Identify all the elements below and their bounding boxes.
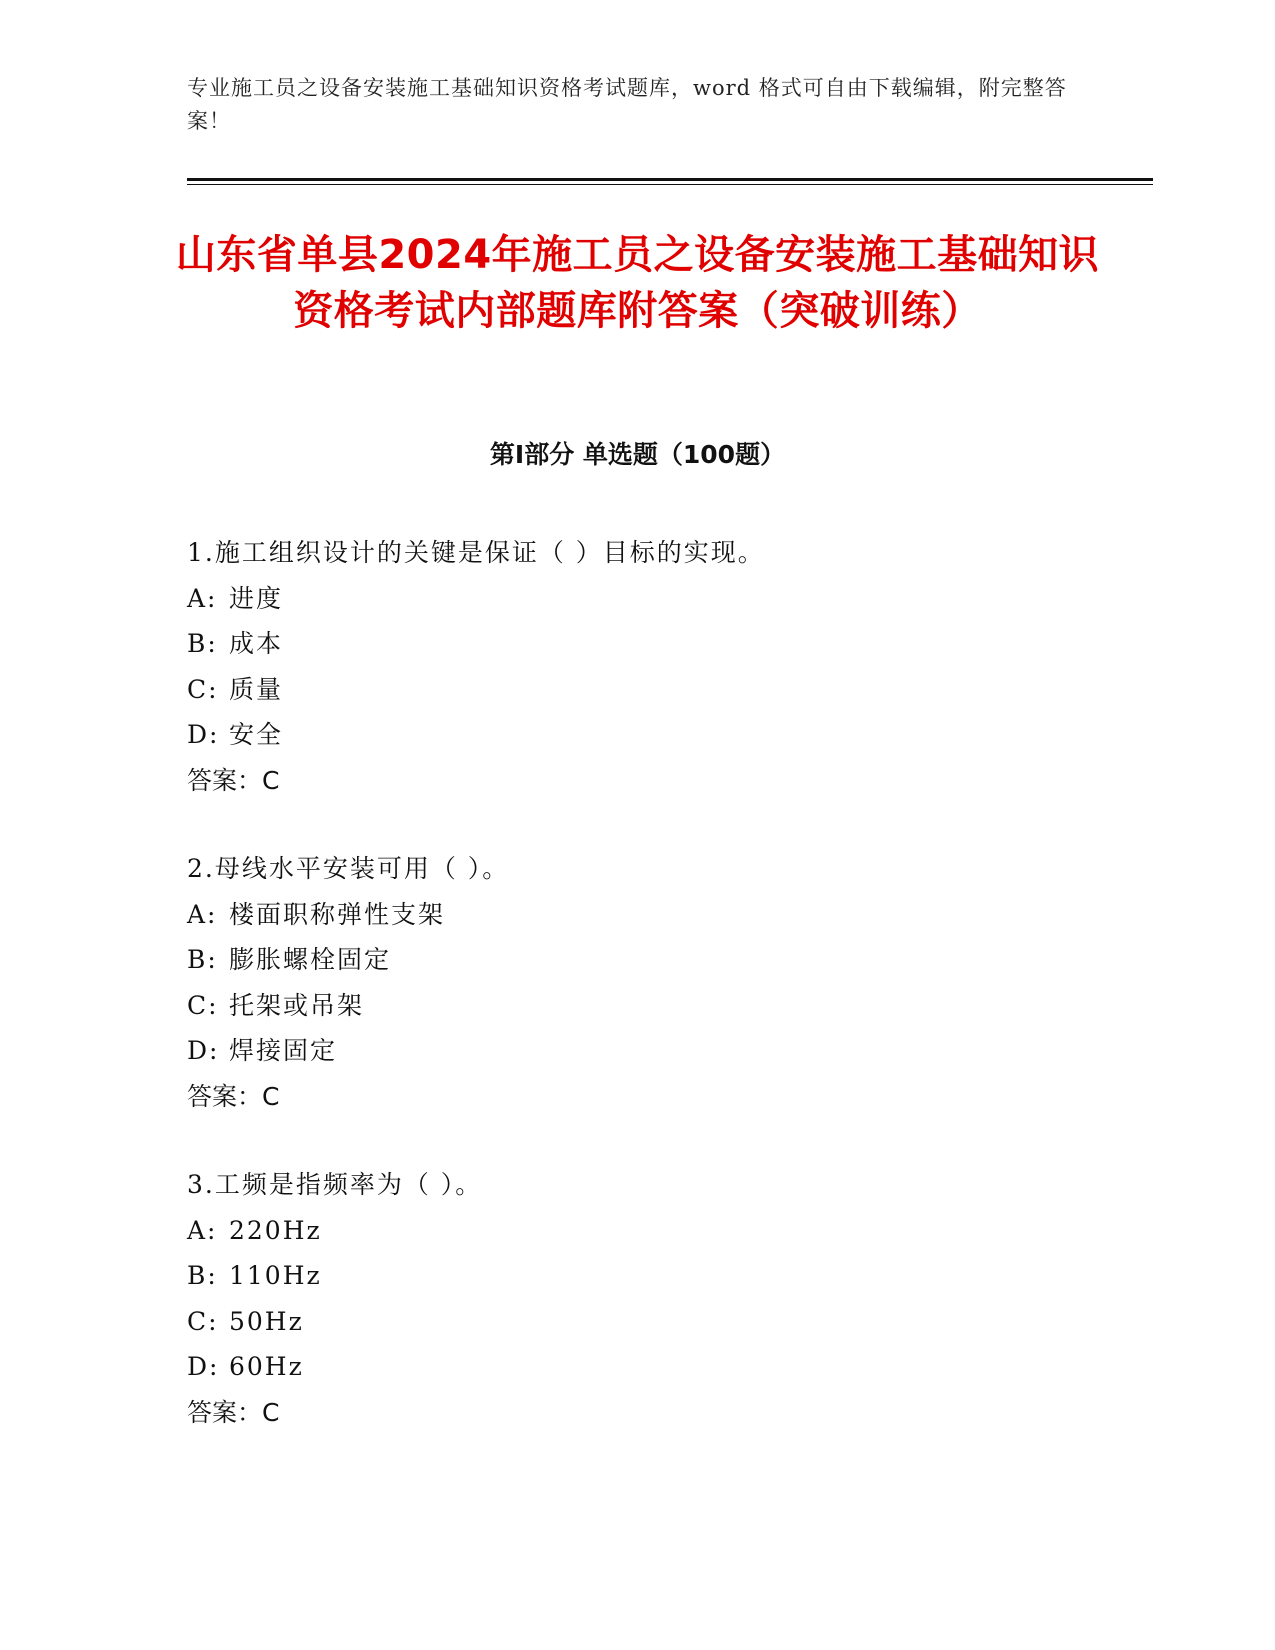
question-stem: 1.施工组织设计的关键是保证（ ）目标的实现。 [187,538,765,567]
option-b [187,621,1137,667]
option-key: A: [187,899,218,929]
option-text: 托架或吊架 [229,990,365,1020]
option-key: D: [187,1036,220,1065]
option-text: 220Hz [229,1215,322,1245]
header-rule-thick [187,178,1153,181]
header-rule-thin [187,184,1153,185]
option-text: 60Hz [229,1352,304,1381]
option-a [187,1208,1137,1254]
answer: 答案：C [187,1397,280,1427]
option-key: C: [187,1306,219,1336]
option-key: A: [187,1215,218,1245]
question-2 [187,846,1137,1119]
option-d [187,1028,1137,1074]
option-text: 安全 [229,720,284,749]
header-note: 专业施工员之设备安装施工基础知识资格考试题库，word 格式可自由下载编辑，附完整答案！ [187,76,1067,133]
answer: 答案：C [187,1081,280,1111]
option-text: 110Hz [229,1261,322,1290]
option-key: B: [187,1261,218,1290]
option-key: D: [187,1352,220,1381]
option-c [187,983,1137,1029]
option-key: B: [187,945,218,974]
option-key: C: [187,990,219,1020]
question-stem: 3.工频是指频率为（ ）。 [187,1170,483,1199]
option-text: 膨胀螺栓固定 [229,945,392,974]
option-text: 楼面职称弹性支架 [229,899,446,929]
option-c [187,1299,1137,1345]
option-key: C: [187,674,219,704]
option-key: A: [187,583,218,613]
question-3 [187,1162,1137,1435]
option-text: 焊接固定 [229,1036,338,1065]
question-list [187,530,1137,1478]
option-text: 成本 [229,629,284,658]
option-text: 50Hz [229,1306,304,1336]
option-c [187,667,1137,713]
option-a [187,892,1137,938]
option-text: 进度 [229,583,284,613]
option-d [187,712,1137,758]
option-a [187,576,1137,622]
section-title: 第Ⅰ部分 单选题（100题） [489,440,786,469]
question-1 [187,530,1137,803]
option-b [187,937,1137,983]
option-text: 质量 [229,674,284,704]
question-stem: 2.母线水平安装可用（ ）。 [187,854,510,883]
option-d [187,1344,1137,1390]
option-key: B: [187,629,218,658]
answer: 答案：C [187,765,280,795]
option-b [187,1253,1137,1299]
document-title: 山东省单县2024年施工员之设备安装施工基础知识资格考试内部题库附答案（突破训练） [175,232,1100,334]
option-key: D: [187,720,220,749]
